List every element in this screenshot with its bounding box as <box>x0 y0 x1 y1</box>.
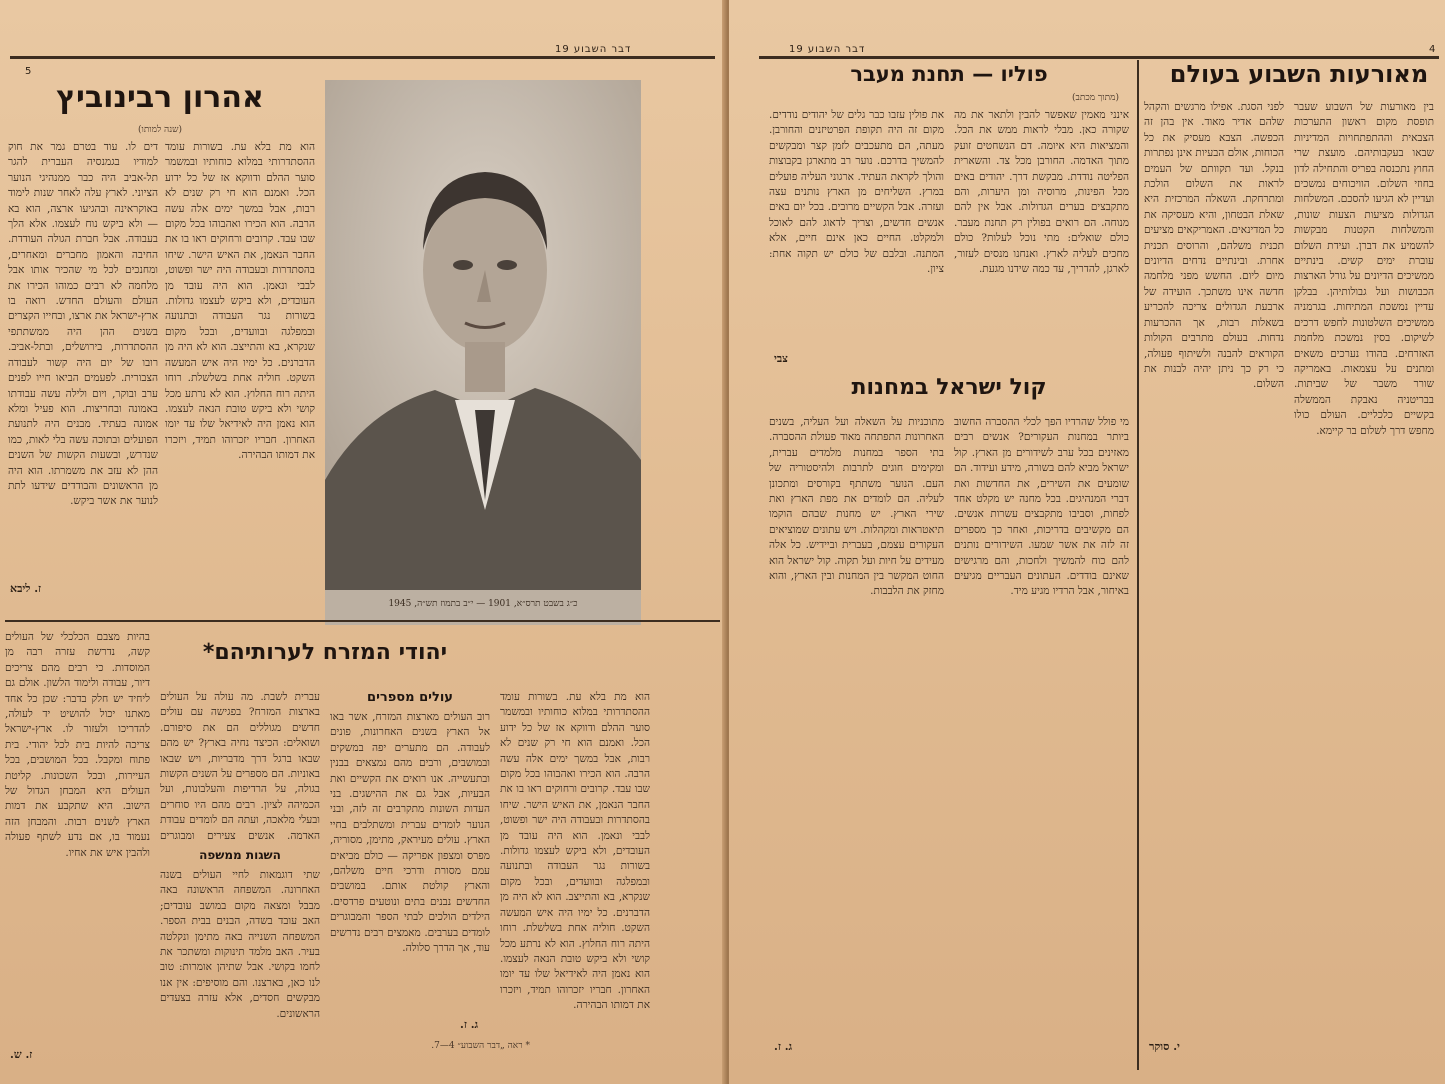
world-events-column-b: לפני הסגת. אפילו מרגשים והקהל שלהם אדיר מאוד. אין בהן זה הכפשה. הצבא מעסיק את כל הכוחות, אולם הבעיות אינן נפתרות בנקל. ועד תקוותם של העמים לראות את השלום הולכת ומתרחקת. השאלה המרכזית היא שאלת הבטחון, והיא מעסיקה את כל המדינאים. האמריקאים מציעים תכנית משלהם, והרוסים תכנית אחרת. ובינתיים נדחים הדיונים מיום ליום. החשש מפני מלחמה חדשה אינו משתכך. הועידה של ארבעת הגדולים צריכה להכריע בשאלות רבות, אך ההכרעות נדחות. בעולם מתרבים הקולות הקוראים להבנה ולשיתוף פעולה, כי רק כך ניתן יהיה לבנות את השלום. <box>1144 101 1284 391</box>
lower-article-title: יהודי המזרח לערותיהם* <box>202 640 448 665</box>
portrait-photo <box>325 80 641 625</box>
obituary-signature: ז. ליבא <box>10 582 42 595</box>
lower-column-2: עברית לשבת. מה עולה על העולים בארצות המזרח? בפגישה עם עולים חדשים מגוללים הם את סיפורם. ושואלים: הכיצד נחיה בארץ? יש מהם שבאו ברגל דרך מדבריות, ויש שבאו באוניות. הם מספרים על השנים הקשות בגולה, על הרדיפות והעלבונות, ועל הכמיהה לציון. רבים מהם היו סוחרים ובעלי מלאכה, ועתה הם לומדים עבודת האדמה. אנשים צעירים ומבוגרים <box>160 691 320 840</box>
right-page <box>729 0 1445 1084</box>
left-running-head: דבר השבוע 19 <box>555 44 632 55</box>
kol-israel-column-a: מי פולל שהרדיו הפך לכלי ההסברה החשוב ביותר במחנות העקורים? אנשים רבים מאזינים בכל ערב לשידורים מן הארץ. קול ישראל מביא להם בשורה, מידע ועידוד. הם שומעים את השירים, את החדשות ואת דברי המנהיגים. בכל מחנה יש מקלט אחד לפחות, וסביבו מתקבצים עשרות אנשים. הם מקשיבים בדריכות, ואחר כך מספרים זה לזה את אשר שמעו. השידורים נותנים להם כוח להמשיך ולחכות, והם מרגישים שאינם בודדים. העתונים העבריים מגיעים באיחור, אבל הרדיו מגיע מיד. <box>954 416 1129 598</box>
column-divider <box>1137 60 1139 1070</box>
photo-caption: כ״ג בשבט תרס״א, 1901 — י״ב בתמוז תש״ה, 1945 <box>388 599 578 609</box>
lower-column-3-signature: ז. ש. <box>10 1048 33 1061</box>
article-subtitle: (שנה למותו) <box>138 125 182 135</box>
world-events-signature: י. סוקר <box>1149 1040 1180 1053</box>
lower-column-0: הוא מת בלא עת. בשורות עומד ההסתדרותי במלוא כוחותיו ובמשמר סוער ההלם ודווקא אז של כל ידוע הכל. ואמנם הוא חי רק שנים לא רבות, אבל במשך ימים אלה עשה הרבה. הוא הכירו ואהבוהו בכל מקום שבו עבד. קרובים ורחוקים ראו בו את החבר הנאמן, את האיש הישר. שיחו בהסתדרות ובעבודה היה ישר ופשוט, לבבי ונאמן. הוא היה עובד מן העובדים, ולא ביקש לעצמו גדולות. בשורות נגר העבודה ובתנועה ובמפלגה ובוועדים, ובכל מקום שנקרא, בא והתייצב. הוא לא היה מן הדברנים. כל ימיו היה איש המעשה השקט. חוליה אחת בשלשלת. רוחו היתה רוח החלוץ. הוא לא נרתע מכל קושי ולא ביקש טובת הנאה לעצמו. הוא נאמן היה לאידיאל שלו עד יומו האחרון. חבריו יזכרוהו תמיד, ויזכרו את דמותו הבהירה. <box>500 691 650 1012</box>
lower-column-2b: שתי דוגמאות לחיי העולים בשנה האחרונה. המשפחה הראשונה באה מבבל ומצאה מקום במושב עובדים; האב עובד בשדה, הבנים בבית הספר. המשפחה השנייה באה מתימן ונקלטה בעיר. האב מלמד תינוקות ומשתכר את לחמו בקושי. אבל שתיהן אומרות: טוב לנו כאן, בארצנו. והם מוסיפים: אין אנו מבקשים חסדים, אלא עזרה בצעדים הראשונים. <box>160 869 320 1020</box>
world-events-column-a: בין מאורעות של השבוע שעבר תופסת מקום ראשון התערכות הצבאית וההתפתחויות המדיניות שבאו בעקבותיהם. מועצת שרי החוץ נתכנסה בפריס והתחילה לדון בחוזי השלום. הוויכוחים נמשכים ועדיין לא הגיעו להסכם. המשלחות הגדולות מציעות הצעות שונות, והמשלחות הקטנות מבקשות להשמיע את דברן. ועידת השלום עוברת ימים קשים. בינתיים ממשיכים הדיונים על גורל הארצות הכבושות ועל גבולותיהן. בבלקן עדיין נמשכת המתיחות. בגרמניה ממשיכים השלטונות לחפש דרכים לשיקום. בסין נמשכת מלחמת האזרחים. בהודו נערכים משאים ומתנים על עצמאות. באמריקה שורר משבר של שביתות. בבריטניה נאבקת הממשלה בקשיים כלכליים. העולם כולו מחפש דרך לשלום בר קיימא. <box>1294 101 1434 437</box>
right-top-rule <box>759 56 1439 59</box>
lower-column-1-signature: ג. ז. <box>460 1018 479 1031</box>
kol-israel-column-b: מתוכניות על השאלה ועל העליה, בשנים האחרונות התפתחה מאוד פעולת ההסברה. בתי הספר במחנות מלמדים עברית, ומקימים חוגים לתרבות ולהיסטוריה של העם. הנוער משתתף בקורסים ומתכונן לעליה. הם לומדים את מפת הארץ ואת שירי הארץ. יש מחנות שבהם הוקמו תיאטראות ומקהלות. ויש עתונים שמוציאים העקורים עצמם, בעברית וביידיש. כל אלה מעידים על חיות ועל תקוה. קול ישראל הוא החוט המקשר בין המחנות ובין הארץ, והוא מחזק את הלבבות. <box>769 416 944 598</box>
poland-title: פוליו — תחנת מעבר <box>850 62 1048 86</box>
left-section-mark: 5 <box>25 66 33 77</box>
lower-column-3: בהיות מצבם הכלכלי של העולים קשה, נדרשת עזרה רבה מן המוסדות. כי רבים מהם צריכים דיור, עבודה ולימוד הלשון. אולם גם ליחיד יש חלק בדבר: שכן כל אחד מאתנו יכול להושיט יד לעולה, להדריכו ולעזור לו. ארץ-ישראל צריכה להיות בית לכל יהודי. בית פתוח ומקבל. בכל המושבים, בכל העיירות, ובכל השכונות. קליטת העולים היא המבחן הגדול של הישוב. היא שתקבע את דמות הארץ לשנים רבות. והמבחן הזה נעמוד בו, אם נדע לשתף פעולה ולהבין איש את אחיו. <box>5 631 150 859</box>
obituary-column-2: הוא מת בלא עת. בשורות עומד ההסתדרותי במלוא כוחותיו ובמשמר סוער ההלם ודווקא אז של כל ידוע הכל. ואמנם הוא חי רק שנים לא רבות, אבל במשך ימים אלה עשה הרבה. הוא הכירו ואהבוהו בכל מקום שבו עבד. קרובים ורחוקים ראו בו את החבר הנאמן, את האיש הישר. שיחו בהסתדרות ובעבודה היה ישר ופשוט, לבבי ונאמן. הוא היה עובד מן העובדים, ולא ביקש לעצמו גדולות. בשורות נגר העבודה ובתנועה ובמפלגה ובוועדים, ובכל מקום שנקרא, בא והתייצב. הוא לא היה מן הדברנים. כל ימיו היה איש המעשה השקט. חוליה אחת בשלשלת. רוחו היתה רוח החלוץ. הוא לא נרתע מכל קושי ולא ביקש טובת הנאה לעצמו. הוא נאמן היה לאידיאל שלו עד יומו האחרון. חבריו יזכרוהו תמיד, ויזכרו את דמותו הבהירה. <box>165 141 315 462</box>
obituary-column-1: דים לו. עוד בטרם גמר את חוק למודיו בגמנסיה העברית להגר תל-אביב היה כבר ממנהיגי הנוער הציוני. לארץ עלה לאחר שנות לימוד באוקראינה ובהגיעו ארצה, הוא בא — ולא ביקש נוח לעצמו. אלא הלך בעבודה. אבל חברת הגולה העודדת. החיבה והאמון מחברים ומאחרים, ומחנכים לכל מי שהכיר אותו אבל מלחמה לא רבים כמוהו הכירו את העולם והעולם החדש. רואה בו ארץ-ישראל את ארצו, ובחייו הקצרים בשנים ההן היה ממשתתפי ההסתדרות, בירושלים, ובתל-אביב. רובו של יום היה קשור לעבודה הצבורית. לפעמים הביאו חייו לפנים ערב ובוקר, ויום ולילה עשה עבודתו באמונה ובחריצות. הוא פעיל ומלא אמונה בעתיד. מבנים היה לתנועת הפועלים ובתוכה עשה בלי לאות, כמו שנדרש, ובשעות הקשות של השנים ההן לא עזב את משמרתו. הוא היה מן הראשונים והבודדים שידעו לתת לנוער את אשר ביקש. <box>8 141 158 508</box>
poland-column-a: אינני מאמין שאפשר להבין ולתאר את מה שקורה כאן. מבלי לראות ממש את הכל. והמציאות היא איומה. דם הנשחטים זועק מתוך האדמה. החורבן מכל צד. והשארית הפליטה נודדת. מבקשת דרך. יהודים באים מכל הפינות, מרוסיה ומן היערות, והם מתקבצים בערים הגדולות. אבל אין להם מנוחה. הם רואים בפולין רק תחנת מעבר. כולם שואלים: מתי נוכל לעלות? כולם מחכים לעליה לארץ. ואנחנו מנסים לעזור, לארגן, להדריך, עד כמה שידנו מגעת. <box>954 109 1129 276</box>
kol-israel-signature: ג. ז. <box>774 1040 793 1053</box>
lower-column-2-heading: השגות ממשפה <box>199 848 281 862</box>
poland-column-b: את פולין עזבו כבר גלים של יהודים נודדים. מקום זה היה תקופת הפרטיזנים והחורבן. מעתה, הם מתעכבים לזמן קצר ומבקשים להמשיך בדרכם. נוער רב מתארגן בקבוצות והולך לקראת העתיד. ארגוני העליה פועלים במרץ. השליחים מן הארץ נותנים עצה ועזרה. אבל הקשיים מרובים. בכל יום באים אנשים חדשים, וצריך לדאוג להם לאוכל ולמקלט. החיים כאן אינם חיים, אלא המתנה. ובלבם של כולם יש תקוה אחת: ציון. <box>769 109 944 276</box>
kol-israel-title: קול ישראל במחנות <box>851 375 1047 400</box>
middle-rule <box>5 620 720 622</box>
poland-subtitle: (מתוך מכתב) <box>1072 93 1119 103</box>
article-title: אהרון רבינוביץ <box>56 80 264 115</box>
top-rule <box>10 56 715 59</box>
lower-column-1: רוב העולים מארצות המזרח, אשר באו אל הארץ בשנים האחרונות, פונים לעבודה. הם מתערים יפה במשקים ובמושבים, ורבים מהם נמצאים בבנין ובתעשייה. אנו רואים את הקשיים ואת הבעיות, אבל גם את ההישגים. בני העדות השונות מתקרבים זה לזה, ובני הנוער לומדים עברית ומשתלבים בחיי הארץ. עולים מעיראק, מתימן, מסוריה, מפרס ומצפון אפריקה — כולם מביאים עמם מסורת ודרכי חיים משלהם, והארץ קולטת אותם. במושבים החדשים נבנים בתים ונוטעים פרדסים. הילדים הולכים לבתי הספר והמבוגרים לומדים בערבים. מאמצים רבים נדרשים עוד, אך הדרך סלולה. <box>330 711 490 955</box>
lower-column-1-heading: עולים מספרים <box>367 690 453 705</box>
footnote: * ראה „דבר השבוע״ 4—7. <box>431 1041 530 1051</box>
right-section-mark: 4 <box>1429 44 1437 55</box>
portrait-image <box>325 80 641 590</box>
poland-signature: צבי <box>774 352 788 365</box>
right-running-head: דבר השבוע 19 <box>789 44 866 55</box>
world-events-title: מאורעות השבוע בעולם <box>1169 60 1429 88</box>
